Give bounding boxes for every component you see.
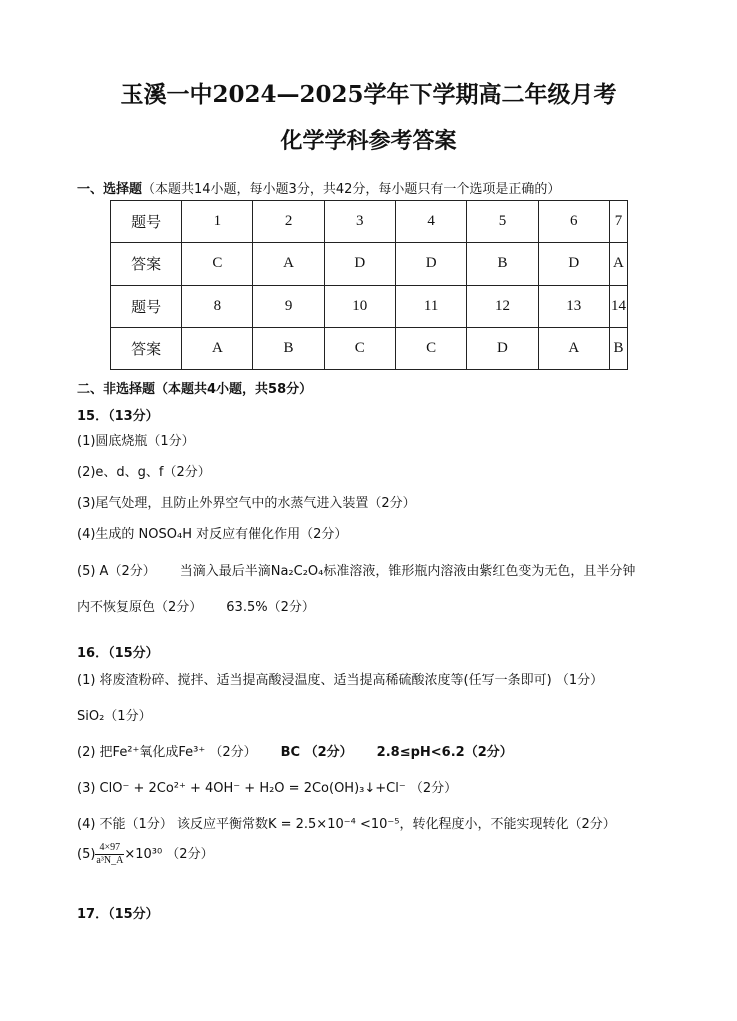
q15-answer-5-part4: 63.5%（2分） (226, 600, 315, 615)
q16-answer-2-part1: (2) 把Fe²⁺氧化成Fe³⁺ （2分） (77, 745, 257, 760)
table-row (111, 327, 628, 369)
table-label-answer: 答案 (111, 327, 182, 369)
table-cell: C (395, 327, 466, 369)
table-cell: C (182, 243, 253, 285)
table-label-number: 题号 (111, 285, 182, 327)
table-cell: 2 (253, 201, 324, 243)
q16-answer-3: (3) ClO⁻ + 2Co²⁺ + 4OH⁻ + H₂O = 2Co(OH)₃↓+Cl⁻ （2分） (77, 781, 458, 796)
section2-heading: 二、非选择题（本题共4小题，共58分） (77, 382, 313, 397)
q17-heading: 17．（15分） (77, 907, 159, 922)
section1-note: （本题共14小题，每小题3分，共42分，每小题只有一个选项是正确的） (142, 182, 561, 197)
table-cell: 11 (395, 285, 466, 327)
q15-answer-5-line (77, 560, 635, 579)
table-cell: A (182, 327, 253, 369)
q16-answer-5-line (77, 842, 214, 867)
table-cell: 4 (395, 201, 466, 243)
answer-table (110, 200, 628, 370)
table-cell: D (395, 243, 466, 285)
table-cell: 3 (324, 201, 395, 243)
table-cell: C (324, 327, 395, 369)
section1-heading: 一、选择题 (77, 182, 143, 197)
q15-answer-4: (4)生成的 NOSO₄H 对反应有催化作用（2分） (77, 527, 348, 542)
table-cell: A (253, 243, 324, 285)
page-title: 玉溪一中2024—2025学年下学期高二年级月考 (120, 81, 617, 108)
q15-answer-2: (2)e、d、g、f（2分） (77, 465, 211, 480)
table-row (111, 243, 628, 285)
table-row (111, 201, 628, 243)
table-cell: D (467, 327, 538, 369)
q16-answer-5-fraction (95, 842, 124, 867)
q16-answer-2-part2: BC （2分） (280, 745, 353, 760)
table-cell: 13 (538, 285, 609, 327)
q16-heading: 16．（15分） (77, 646, 159, 661)
q16-answer-2-line (77, 741, 513, 760)
table-cell: D (538, 243, 609, 285)
section1-heading-line (77, 178, 560, 197)
q16-answer-4: (4) 不能（1分） 该反应平衡常数K = 2.5×10⁻⁴ <10⁻⁵，转化程度小，不能实现转化（2分） (77, 817, 616, 832)
page-subtitle: 化学学科参考答案 (280, 128, 457, 154)
q16-answer-2-part3: 2.8≤pH<6.2（2分） (376, 745, 513, 760)
q15-answer-5-part1: (5) A（2分） (77, 564, 156, 579)
fraction-denominator: a³N_A (96, 855, 124, 866)
q15-answer-5-part3: 内不恢复原色（2分） (77, 600, 203, 615)
table-cell: 1 (182, 201, 253, 243)
table-row (111, 285, 628, 327)
table-cell: 6 (538, 201, 609, 243)
table-cell: 9 (253, 285, 324, 327)
q16-answer-1: (1) 将废渣粉碎、搅拌、适当提高酸浸温度、适当提高稀硫酸浓度等(任写一条即可) （1分） (77, 673, 604, 688)
table-cell: B (467, 243, 538, 285)
table-cell: A (538, 327, 609, 369)
table-cell: 14 (609, 285, 627, 327)
table-cell: 10 (324, 285, 395, 327)
table-cell: 12 (467, 285, 538, 327)
table-cell: D (324, 243, 395, 285)
table-label-number: 题号 (111, 201, 182, 243)
q16-answer-1b: SiO₂（1分） (77, 709, 152, 724)
fraction-numerator: 4×97 (95, 842, 124, 855)
q16-answer-5-prefix: (5) (77, 847, 96, 862)
table-cell: 8 (182, 285, 253, 327)
table-label-answer: 答案 (111, 243, 182, 285)
q15-answer-1: (1)圆底烧瓶（1分） (77, 434, 195, 449)
q15-heading: 15．（13分） (77, 409, 159, 424)
q16-answer-5-suffix: ×10³⁰ （2分） (124, 847, 214, 862)
table-cell: A (609, 243, 627, 285)
q15-answer-5-line2 (77, 596, 315, 615)
table-cell: 5 (467, 201, 538, 243)
q15-answer-5-part2: 当滴入最后半滴Na₂C₂O₄标准溶液，锥形瓶内溶液由紫红色变为无色，且半分钟 (179, 564, 636, 579)
q15-answer-3: (3)尾气处理，且防止外界空气中的水蒸气进入装置（2分） (77, 496, 416, 511)
table-cell: B (609, 327, 627, 369)
table-cell: B (253, 327, 324, 369)
table-cell: 7 (609, 201, 627, 243)
